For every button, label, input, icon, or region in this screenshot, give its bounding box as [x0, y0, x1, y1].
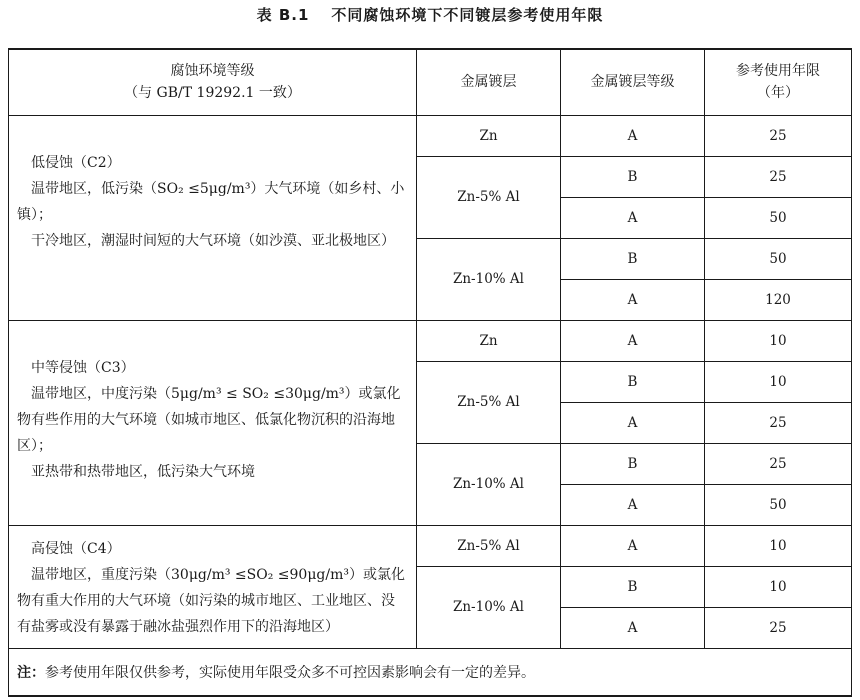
grade-cell: A	[561, 115, 705, 156]
years-cell: 50	[705, 238, 852, 279]
header-coating-grade: 金属镀层等级	[561, 49, 705, 115]
note-cell	[9, 648, 852, 696]
note-label: 注：	[17, 664, 45, 681]
grade-cell: A	[561, 320, 705, 361]
coating-cell: Zn-10% Al	[417, 238, 561, 320]
header-environment	[9, 49, 417, 115]
note-text: 参考使用年限仅供参考，实际使用年限受众多不可控因素影响会有一定的差异。	[45, 664, 535, 681]
coating-life-table	[8, 48, 852, 697]
years-cell: 50	[705, 197, 852, 238]
years-cell: 25	[705, 607, 852, 648]
header-service-life-line2: （年）	[757, 85, 799, 102]
grade-cell: A	[561, 197, 705, 238]
note-row	[9, 648, 852, 696]
header-row	[9, 49, 852, 115]
header-service-life-line1: 参考使用年限	[736, 63, 820, 80]
coating-cell: Zn-5% Al	[417, 361, 561, 443]
years-cell: 10	[705, 361, 852, 402]
grade-cell: A	[561, 525, 705, 566]
table-caption: 不同腐蚀环境下不同镀层参考使用年限	[331, 6, 604, 24]
years-cell: 10	[705, 566, 852, 607]
environment-c2-cell	[9, 115, 417, 320]
grade-cell: A	[561, 402, 705, 443]
environment-c4-line-a: 温带地区，重度污染（30μg/m³ ≤SO₂ ≤90μg/m³）或氯化物有重大作用的大气环境（如污染的城市地区、工业地区、没有盐雾或没有暴露于融冰盐强烈作用下的沿海地区）	[17, 566, 406, 635]
environment-c2-line-a: 温带地区，低污染（SO₂ ≤5μg/m³）大气环境（如乡村、小镇）；	[17, 180, 405, 223]
grade-cell: A	[561, 607, 705, 648]
table-row	[9, 115, 852, 156]
grade-cell: B	[561, 361, 705, 402]
environment-c3-line-b: 亚热带和热带地区，低污染大气环境	[31, 463, 255, 480]
table-title	[0, 4, 860, 25]
coating-cell: Zn-5% Al	[417, 525, 561, 566]
years-cell: 25	[705, 115, 852, 156]
header-environment-line1: 腐蚀环境等级	[170, 63, 255, 80]
coating-cell: Zn-10% Al	[417, 443, 561, 525]
years-cell: 50	[705, 484, 852, 525]
environment-c2-name: 低侵蚀（C2）	[31, 154, 121, 171]
coating-cell: Zn-5% Al	[417, 156, 561, 238]
years-cell: 10	[705, 525, 852, 566]
table-number: 表 B.1	[256, 6, 310, 24]
grade-cell: A	[561, 279, 705, 320]
environment-c2-line-b: 干冷地区，潮湿时间短的大气环境（如沙漠、亚北极地区）	[31, 232, 395, 249]
environment-c4-cell	[9, 525, 417, 648]
years-cell: 25	[705, 443, 852, 484]
coating-cell: Zn	[417, 320, 561, 361]
table-row	[9, 320, 852, 361]
grade-cell: B	[561, 238, 705, 279]
header-coating: 金属镀层	[417, 49, 561, 115]
years-cell: 120	[705, 279, 852, 320]
environment-c3-line-a: 温带地区，中度污染（5μg/m³ ≤ SO₂ ≤30μg/m³）或氯化物有些作用的大气环境（如城市地区、低氯化物沉积的沿海地区）；	[17, 385, 401, 454]
coating-cell: Zn	[417, 115, 561, 156]
environment-c4-name: 高侵蚀（C4）	[31, 540, 121, 557]
grade-cell: A	[561, 484, 705, 525]
table-row	[9, 525, 852, 566]
grade-cell: B	[561, 156, 705, 197]
years-cell: 10	[705, 320, 852, 361]
years-cell: 25	[705, 156, 852, 197]
grade-cell: B	[561, 566, 705, 607]
header-environment-line2: （与 GB/T 19292.1 一致）	[124, 85, 301, 102]
years-cell: 25	[705, 402, 852, 443]
environment-c3-cell	[9, 320, 417, 525]
coating-cell: Zn-10% Al	[417, 566, 561, 648]
header-service-life	[705, 49, 852, 115]
grade-cell: B	[561, 443, 705, 484]
environment-c3-name: 中等侵蚀（C3）	[31, 359, 135, 376]
